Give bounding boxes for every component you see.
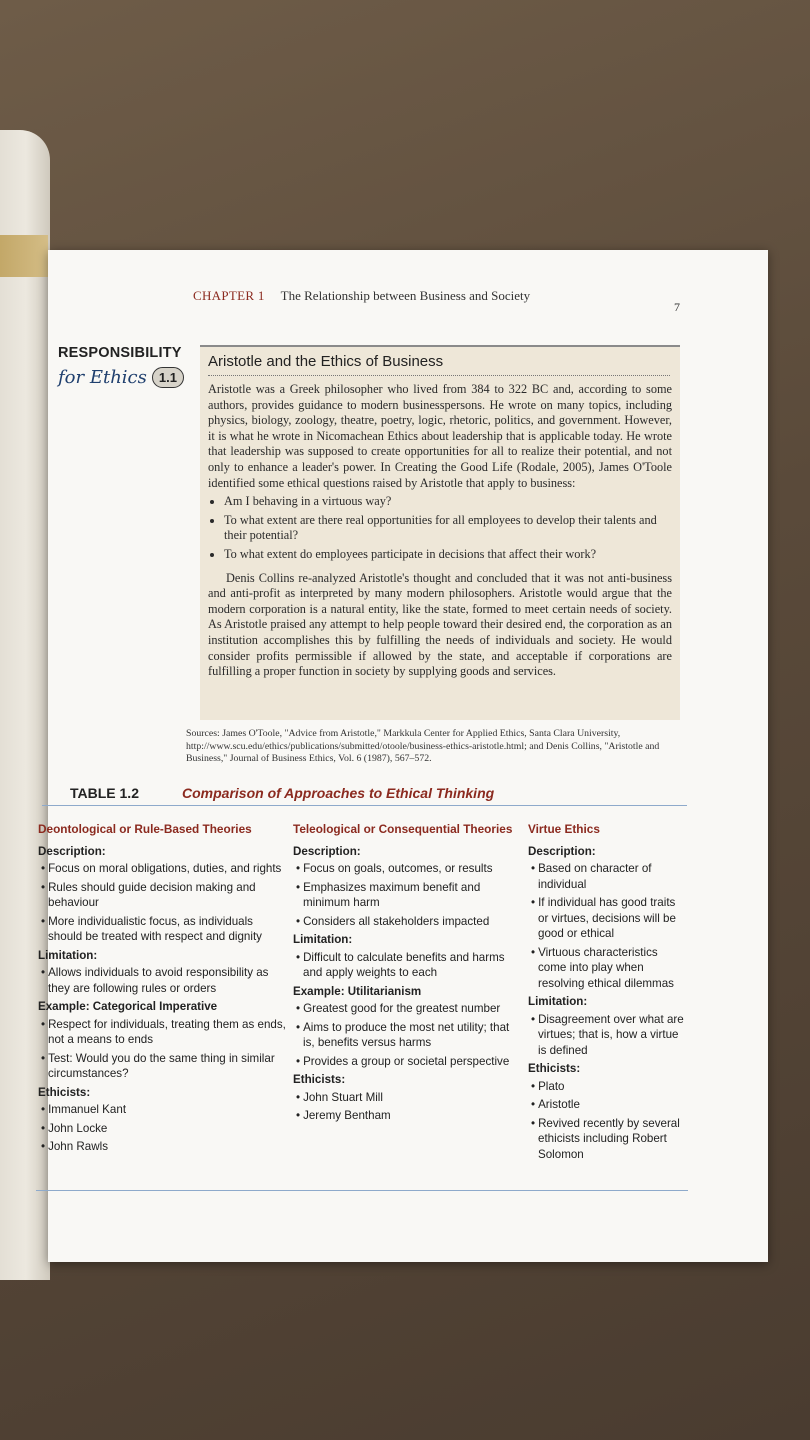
- table-column-deontological: [38, 822, 288, 1158]
- list-item: • Based on character of individual: [528, 861, 688, 892]
- list-item: • Jeremy Bentham: [293, 1108, 523, 1124]
- table-header: [42, 785, 687, 806]
- responsibility-label: [58, 345, 188, 388]
- list-item: • John Locke: [38, 1121, 288, 1137]
- section-label: Ethicists:: [38, 1085, 91, 1099]
- example-list: [293, 1001, 523, 1069]
- table-bottom-rule: [36, 1190, 688, 1191]
- list-item: • Focus on moral obligations, duties, and rights: [38, 861, 288, 877]
- ethicists-list: [528, 1079, 688, 1163]
- list-item: • Difficult to calculate benefits and harms and apply weights to each: [293, 950, 523, 981]
- limitation-list: [293, 950, 523, 981]
- for-ethics-text: for Ethics: [58, 367, 147, 388]
- feature-number-badge: 1.1: [152, 367, 184, 388]
- feature-intro: Aristotle was a Greek philosopher who lived from 384 to 322 BC and, according to some authors, provides guidance to modern businesspersons. He wrote on many topics, including physics, biology, zoology, theatre, poetry, logic, rhetoric, politics, and government. However, it is what he wrote in Nicomachean Ethics about leadership that is applicable today. He wrote that leadership was supposed to create opportunities for all to realize their potential, and not only to enhance a leader's power. In Creating the Good Life (Rodale, 2005), James O'Toole identified some ethical questions raised by Aristotle that apply to business:: [208, 382, 672, 490]
- list-item: • Aims to produce the most net utility; that is, benefits versus harms: [293, 1020, 523, 1051]
- chapter-title: The Relationship between Business and Society: [280, 288, 531, 303]
- list-item: • Respect for individuals, treating them as ends, not a means to ends: [38, 1017, 288, 1048]
- limitation-list: [38, 965, 288, 996]
- for-ethics-line: [58, 367, 188, 388]
- feature-box-body: [208, 382, 680, 680]
- sources-note: Sources: James O'Toole, "Advice from Aristotle," Markkula Center for Applied Ethics, Santa Clara University, http://www.scu.edu/ethics/publications/submitted/otoole/business-ethics-aristotle.html; and Denis Collins, "Aristotle and Business," Journal of Business Ethics, Vol. 6 (1987), 567–572.: [186, 728, 660, 764]
- list-item: • Provides a group or societal perspective: [293, 1054, 523, 1070]
- section-label: Limitation:: [528, 995, 588, 1008]
- description-list: [293, 861, 523, 929]
- ethicists-list: [293, 1090, 523, 1124]
- table-column-teleological: [293, 822, 523, 1127]
- list-item: • Disagreement over what are virtues; that is, how a virtue is defined: [528, 1012, 688, 1059]
- feature-paragraph-2: Denis Collins re-analyzed Aristotle's thought and concluded that it was not anti-business and anti-profit as interpreted by many modern philosophers. Aristotle would argue that the modern corporation is a natural entity, like the state, formed to meet certain needs of society. As Aristotle praised any attempt to help people toward their desired end, the corporation as an institution accomplishes this by fulfilling the needs of individuals and society. He would consider profits permissible if allowed by the state, and acceptable if corporations are fulfilling a proper function in society by supplying goods and services.: [208, 570, 672, 679]
- feature-box: [200, 345, 680, 720]
- list-item: • Aristotle: [528, 1097, 688, 1113]
- section-label: Ethicists:: [293, 1073, 346, 1086]
- column-heading: Teleological or Consequential Theories: [293, 822, 513, 836]
- list-item: • Test: Would you do the same thing in similar circumstances?: [38, 1051, 288, 1082]
- responsibility-heading: RESPONSIBILITY: [58, 345, 182, 361]
- question-list: [208, 494, 672, 562]
- book-page: [38, 250, 768, 1262]
- ethicists-list: [38, 1102, 288, 1155]
- description-list: [38, 861, 288, 945]
- table-title: Comparison of Approaches to Ethical Thinking: [182, 785, 495, 801]
- list-item: • Considers all stakeholders impacted: [293, 914, 523, 930]
- question-item: • Am I behaving in a virtuous way?: [224, 494, 672, 510]
- limitation-list: [528, 1012, 688, 1059]
- list-item: • Allows individuals to avoid responsibility as they are following rules or orders: [38, 965, 288, 996]
- list-item: • Focus on goals, outcomes, or results: [293, 861, 523, 877]
- list-item: • If individual has good traits or virtues, decisions will be good or ethical: [528, 895, 688, 942]
- section-label: Example: Categorical Imperative: [38, 1000, 218, 1013]
- list-item: • Virtuous characteristics come into play when resolving ethical dilemmas: [528, 945, 688, 992]
- section-label: Limitation:: [38, 948, 98, 962]
- list-item: • Emphasizes maximum benefit and minimum harm: [293, 880, 523, 911]
- section-label: Ethicists:: [528, 1062, 581, 1075]
- list-item: • Immanuel Kant: [38, 1102, 288, 1118]
- section-label: Description:: [38, 844, 106, 858]
- question-item: • To what extent do employees participate in decisions that affect their work?: [224, 547, 672, 563]
- section-label: Description:: [528, 844, 596, 858]
- list-item: • John Rawls: [38, 1139, 288, 1155]
- list-item: • More individualistic focus, as individuals should be treated with respect and dignity: [38, 914, 288, 945]
- question-item: • To what extent are there real opportunities for all employees to develop their talents and their potential?: [224, 513, 672, 544]
- column-heading: Deontological or Rule-Based Theories: [38, 822, 252, 836]
- list-item: • Revived recently by several ethicists including Robert Solomon: [528, 1116, 688, 1163]
- running-header: [193, 288, 530, 304]
- description-list: [528, 861, 688, 991]
- facing-page-band: [0, 235, 48, 277]
- column-heading: Virtue Ethics: [528, 822, 600, 836]
- list-item: • John Stuart Mill: [293, 1090, 523, 1106]
- example-list: [38, 1017, 288, 1082]
- list-item: • Plato: [528, 1079, 688, 1095]
- list-item: • Rules should guide decision making and behaviour: [38, 880, 288, 911]
- section-label: Description:: [293, 844, 361, 858]
- table-label: TABLE 1.2: [70, 785, 139, 801]
- section-label: Limitation:: [293, 933, 353, 946]
- feature-box-title: Aristotle and the Ethics of Business: [208, 353, 670, 376]
- chapter-label: CHAPTER 1: [193, 288, 265, 303]
- table-column-virtue: [528, 822, 688, 1165]
- list-item: • Greatest good for the greatest number: [293, 1001, 523, 1017]
- page-number: 7: [674, 300, 680, 314]
- section-label: Example: Utilitarianism: [293, 984, 422, 998]
